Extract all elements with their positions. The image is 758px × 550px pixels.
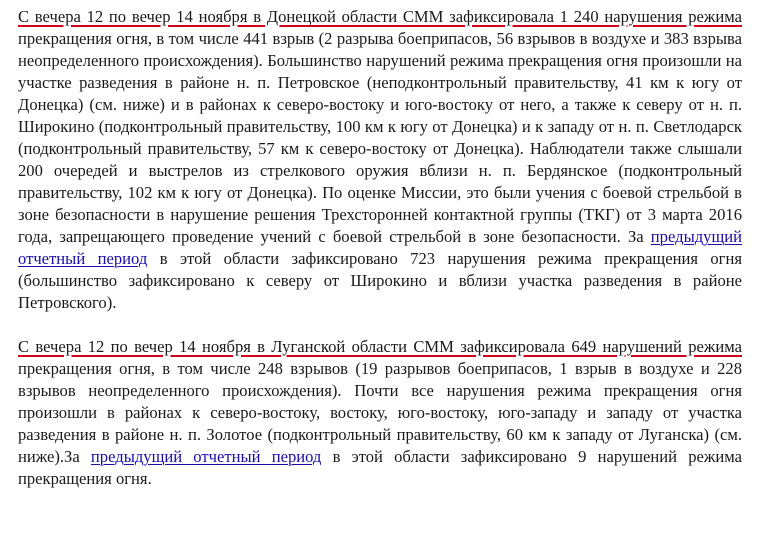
donetsk-highlight: С вечера 12 по вечер 14 ноября в Донецкой области СММ зафиксировала 1 240 нарушения режима bbox=[18, 7, 742, 26]
luhansk-text-after-link: в этой области зафиксировано 9 нарушений режима прекращения огня. bbox=[18, 447, 743, 488]
donetsk-previous-period-link[interactable]: предыдущий отчетный период bbox=[18, 227, 742, 268]
luhansk-paragraph bbox=[18, 336, 742, 490]
report-document bbox=[18, 6, 742, 490]
donetsk-text-before-link: прекращения огня, в том числе 441 взрыв (2 разрыва боеприпасов, 56 взрывов в воздухе и 383 взрыва неопределенного происхождения). Большинство нарушений режима прекращения огня произошли на участке разведения в районе н. п. Петровское (неподконтрольный правительству, 41 км к югу от Донецка) (см. ниже) и в районах к северо-востоку и юго-востоку от него, а также к северу от н. п. Широкино (подконтрольный правительству, 100 км к югу от Донецка) и к западу от н. п. Светлодарск (подконтрольный правительству, 57 км к северо-востоку от Донецка). Наблюдатели также слышали 200 очередей и выстрелов из стрелкового оружия вблизи н. п. Бердянское (подконтрольный правительству, 102 км к югу от Донецка). По оценке Миссии, это были учения с боевой стрельбой в зоне безопасности в нарушение решения Трехсторонней контактной группы (ТКГ) от 3 марта 2016 года, запрещающего проведение учений с боевой стрельбой в зоне безопасности. За bbox=[18, 29, 742, 246]
donetsk-text-after-link: в этой области зафиксировано 723 нарушения режима прекращения огня (большинство зафиксировано к северу от Широкино и вблизи участка разведения в районе Петровского). bbox=[18, 249, 742, 312]
donetsk-paragraph bbox=[18, 6, 742, 314]
luhansk-highlight: С вечера 12 по вечер 14 ноября в Луганской области СММ зафиксировала 649 нарушений режима bbox=[18, 337, 742, 356]
luhansk-previous-period-link[interactable]: предыдущий отчетный период bbox=[90, 447, 322, 466]
luhansk-text-before-link: прекращения огня, в том числе 248 взрывов (19 разрывов боеприпасов, 1 взрыв в воздухе и 228 взрывов неопределенного происхождения). Почти все нарушения режима прекращения огня произошли в районах к северо-востоку, востоку, юго-востоку, юго-западу и западу от участка разведения в районе н. п. Золотое (подконтрольный правительству, 60 км к западу от Луганска) (см. ниже).За bbox=[18, 359, 742, 466]
